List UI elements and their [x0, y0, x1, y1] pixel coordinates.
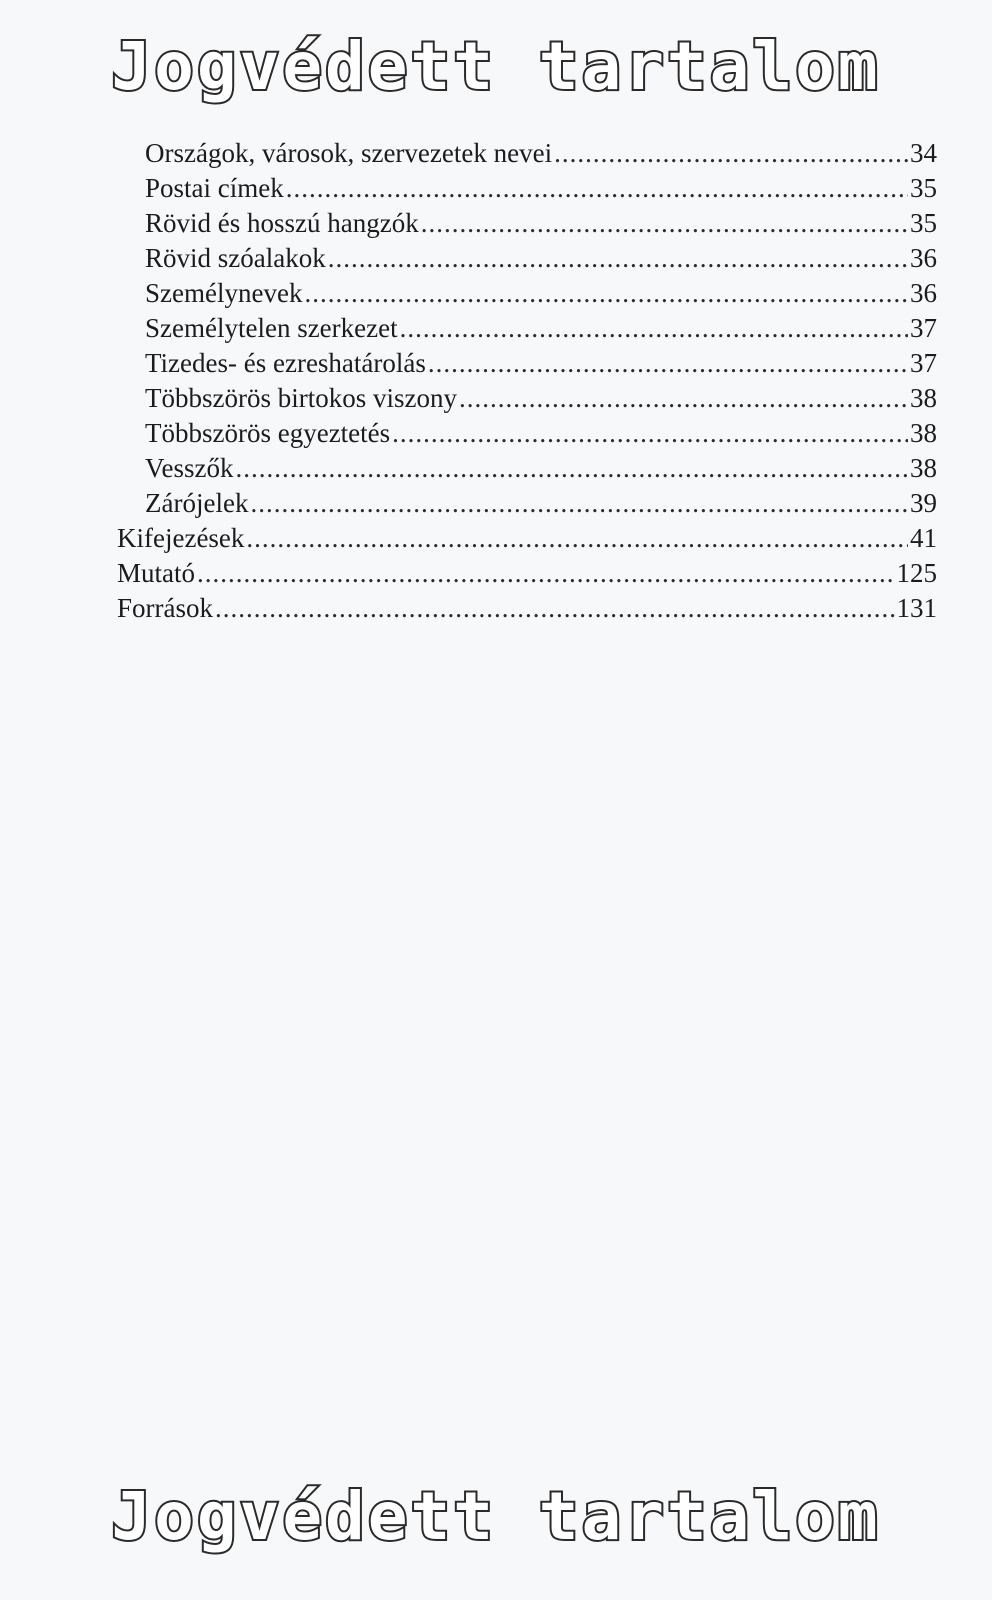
- toc-entry: [145, 485, 937, 521]
- toc-entry-page: 125: [896, 558, 937, 588]
- toc-leader-dots: [400, 310, 908, 346]
- toc-entry-label: Zárójelek: [145, 488, 249, 518]
- toc-entry-page: 38: [910, 383, 937, 413]
- toc-entry-page: 131: [896, 593, 937, 623]
- toc-entry-label: Rövid és hosszú hangzók: [145, 208, 419, 238]
- toc-entry-label: Postai címek: [145, 173, 284, 203]
- toc-entry-page: 36: [910, 243, 937, 273]
- toc-entry-page: 35: [910, 208, 937, 238]
- toc-entry-label: Vesszők: [145, 453, 234, 483]
- toc-entry-page: 36: [910, 278, 937, 308]
- toc-entry: [145, 135, 937, 171]
- toc-leader-dots: [459, 380, 908, 416]
- toc-entry: [117, 555, 937, 591]
- toc-entry: [117, 520, 937, 556]
- toc-entry-label: Személynevek: [145, 278, 303, 308]
- toc-leader-dots: [421, 205, 908, 241]
- toc-entry-label: Többszörös birtokos viszony: [145, 383, 457, 413]
- watermark-top: Jogvédett tartalom: [111, 28, 881, 105]
- toc-leader-dots: [304, 275, 908, 311]
- toc-entry-page: 41: [910, 523, 937, 553]
- toc-entry-page: 35: [910, 173, 937, 203]
- toc-entry-label: Tizedes- és ezreshatárolás: [145, 348, 426, 378]
- toc-entry-label: Kifejezések: [117, 523, 245, 553]
- toc-leader-dots: [328, 240, 908, 276]
- toc-entry: [145, 275, 937, 311]
- toc-entry-label: Mutató: [117, 558, 195, 588]
- toc-entry-page: 37: [910, 348, 937, 378]
- toc-leader-dots: [392, 415, 908, 451]
- toc-entry-page: 37: [910, 313, 937, 343]
- toc-leader-dots: [246, 520, 908, 556]
- toc-entry-page: 38: [910, 418, 937, 448]
- toc-leader-dots: [286, 170, 908, 206]
- toc-entry: [145, 170, 937, 206]
- toc-entry-page: 39: [910, 488, 937, 518]
- toc-entry-page: 38: [910, 453, 937, 483]
- toc-entry-page: 34: [910, 138, 937, 168]
- toc-leader-dots: [250, 485, 908, 521]
- toc-entry-label: Többszörös egyeztetés: [145, 418, 391, 448]
- toc-entry-label: Országok, városok, szervezetek nevei: [145, 138, 553, 168]
- toc-leader-dots: [428, 345, 908, 381]
- toc-entry-label: Rövid szóalakok: [145, 243, 326, 273]
- toc-leader-dots: [236, 450, 909, 486]
- toc-entry-label: Források: [117, 593, 213, 623]
- watermark-bottom: Jogvédett tartalom: [111, 1478, 881, 1555]
- toc-entry: [145, 310, 937, 346]
- toc-entry-label: Személytelen szerkezet: [145, 313, 398, 343]
- toc-leader-dots: [215, 590, 895, 626]
- toc-entry: [145, 415, 937, 451]
- toc-leader-dots: [197, 555, 895, 591]
- toc-entry: [145, 345, 937, 381]
- toc-leader-dots: [554, 135, 908, 171]
- toc-entry: [145, 240, 937, 276]
- toc-entry: [145, 450, 937, 486]
- toc-entry: [145, 380, 937, 416]
- toc-entry: [117, 590, 937, 626]
- toc-entry: [145, 205, 937, 241]
